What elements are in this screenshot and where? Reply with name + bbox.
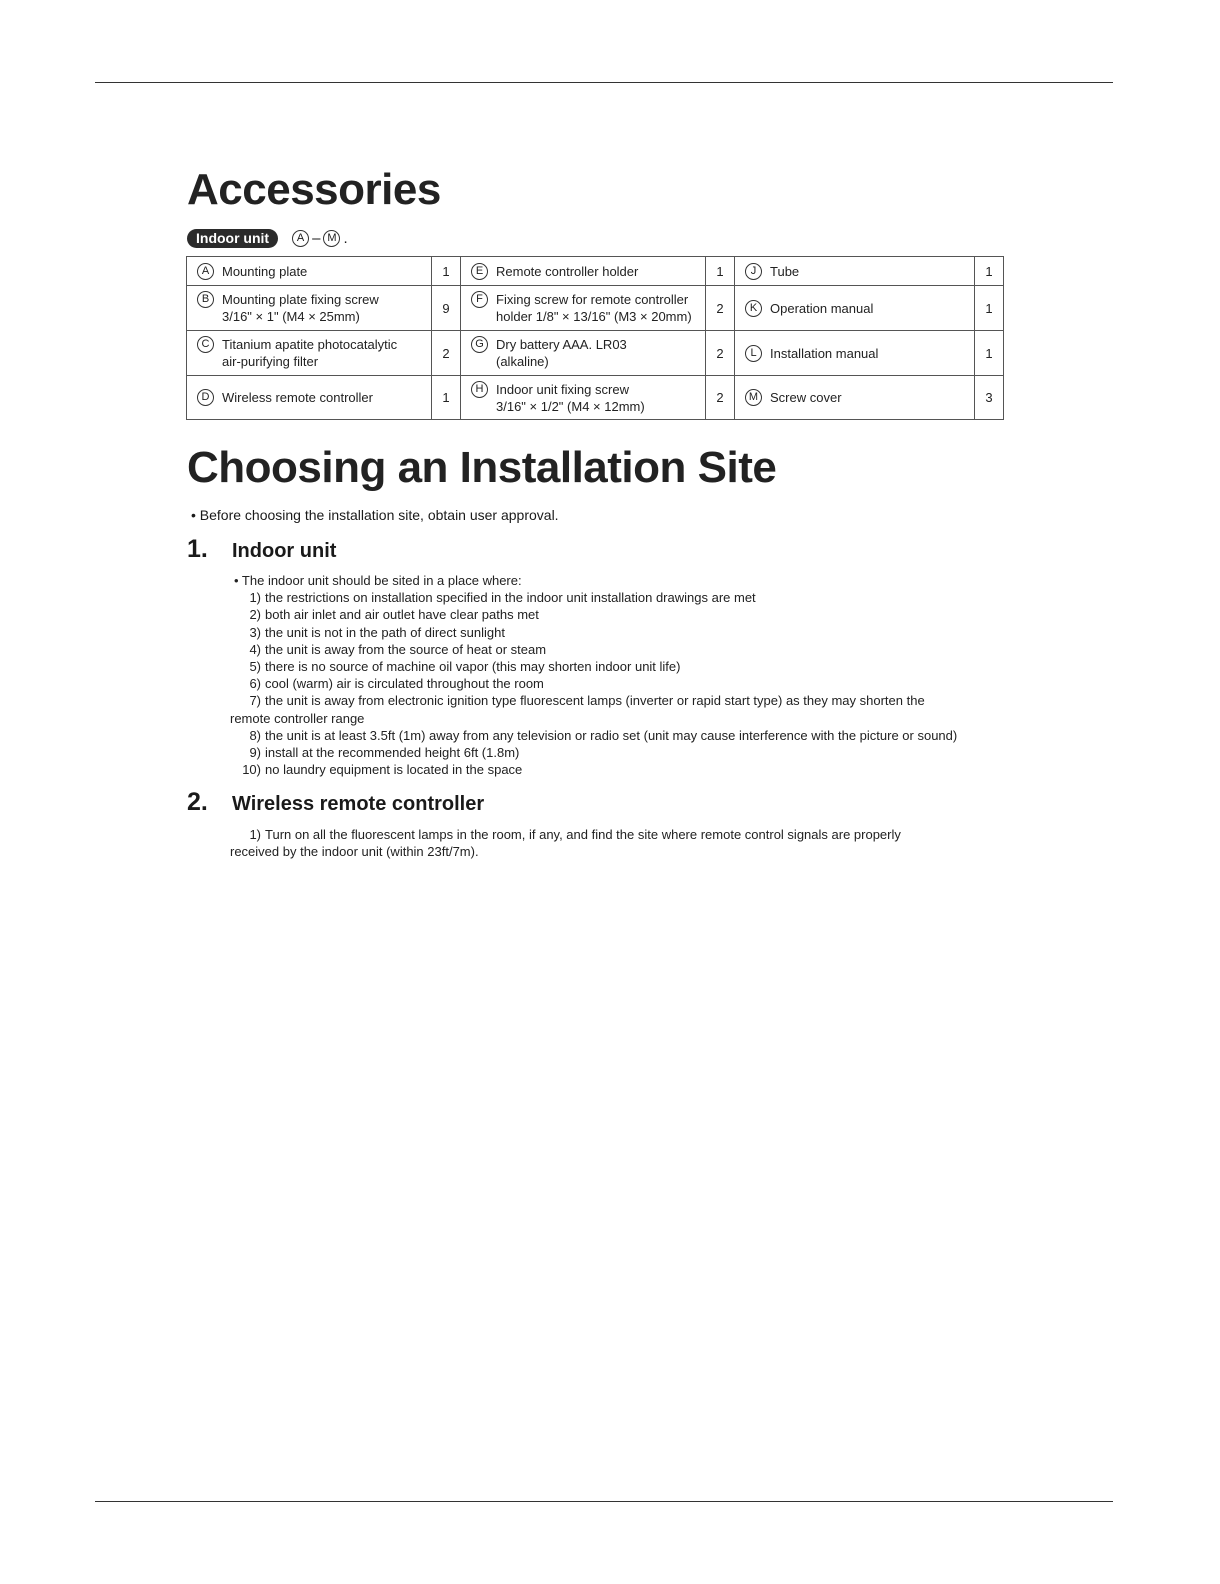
item-l — [735, 341, 974, 366]
item-quantity: 1 — [975, 286, 1004, 331]
list-item — [230, 606, 957, 623]
list-item-text: cool (warm) air is circulated throughout the room — [265, 676, 544, 692]
item-description — [496, 291, 692, 325]
item-description — [770, 345, 878, 362]
item-cell — [735, 257, 975, 286]
range-separator: – — [312, 229, 321, 247]
indoor-unit-badge: Indoor unit — [187, 229, 278, 248]
list-item-number: 7) — [249, 693, 261, 709]
list-item-continuation: received by the indoor unit (within 23ft/7m). — [230, 844, 479, 860]
list-item — [230, 744, 957, 761]
list-item-number: 6) — [249, 676, 261, 692]
item-description — [770, 300, 873, 317]
item-description-line: Operation manual — [770, 300, 874, 316]
list-item — [230, 826, 901, 843]
item-quantity: 1 — [432, 376, 461, 420]
conditions-lead: • The indoor unit should be sited in a place where: — [234, 573, 522, 588]
item-letter-icon: C — [197, 336, 214, 353]
item-quantity: 9 — [432, 286, 461, 331]
list-item — [230, 641, 957, 658]
item-cell — [461, 286, 706, 331]
item-quantity: 1 — [975, 257, 1004, 286]
item-quantity: 3 — [975, 376, 1004, 420]
table-row — [187, 331, 1004, 376]
item-m — [735, 385, 974, 410]
item-letter-icon: D — [197, 389, 214, 406]
table-row — [187, 257, 1004, 286]
list-item-number: 9) — [249, 745, 261, 761]
item-description-line: 3/16" × 1" (M4 × 25mm) — [222, 309, 360, 324]
item-description-line: air-purifying filter — [222, 354, 319, 369]
item-quantity: 2 — [706, 376, 735, 420]
item-letter-icon: B — [197, 291, 214, 308]
item-f — [461, 287, 705, 329]
item-description-line: Dry battery AAA. LR03 — [496, 337, 627, 352]
item-cell — [187, 257, 432, 286]
item-description — [222, 336, 397, 370]
approval-note: • Before choosing the installation site, obtain user approval. — [191, 507, 559, 523]
section-number: 1. — [187, 535, 208, 563]
item-description-line: Tube — [770, 263, 800, 279]
item-description-line: Screw cover — [770, 390, 842, 405]
item-a — [187, 259, 431, 284]
list-item-text: Turn on all the fluorescent lamps in the room, if any, and find the site where remote control signals are properly — [265, 827, 901, 842]
list-item-text: the unit is at least 3.5ft (1m) away from any television or radio set (unit may cause interference with the picture or sound) — [265, 727, 958, 743]
item-cell — [461, 331, 706, 376]
list-item-number: 8) — [249, 727, 261, 743]
list-item-number: 1) — [249, 590, 261, 606]
item-description-line: Mounting plate — [222, 263, 308, 279]
list-item-number: 2) — [249, 607, 261, 623]
item-cell — [187, 376, 432, 420]
section-remote-controller-heading — [187, 788, 484, 817]
section-name: Indoor unit — [232, 540, 337, 562]
range-end-letter: M — [323, 230, 340, 247]
item-description — [222, 389, 373, 406]
item-letter-icon: E — [471, 263, 488, 280]
item-description — [770, 263, 799, 280]
item-description — [496, 263, 638, 280]
item-description — [222, 263, 307, 280]
list-item-number: 3) — [249, 624, 261, 640]
item-d — [187, 385, 431, 410]
item-b — [187, 287, 431, 329]
range-start-letter: A — [292, 230, 309, 247]
list-item — [230, 589, 957, 606]
footer-rule — [95, 1501, 1113, 1502]
item-cell — [735, 331, 975, 376]
item-cell — [461, 376, 706, 420]
item-cell — [187, 286, 432, 331]
list-item — [230, 761, 957, 778]
item-h — [461, 377, 705, 419]
list-item-text: install at the recommended height 6ft (1.8m) — [265, 745, 520, 761]
list-item-text: the unit is away from electronic ignition type fluorescent lamps (inverter or rapid start type) as they may shorten the — [265, 693, 925, 709]
item-description-line: Remote controller holder — [496, 263, 639, 279]
item-letter-icon: A — [197, 263, 214, 280]
section-number: 2. — [187, 788, 208, 816]
item-e — [461, 259, 705, 284]
list-item-number: 5) — [249, 659, 261, 675]
list-item-number: 4) — [249, 641, 261, 657]
list-item-text: there is no source of machine oil vapor (this may shorten indoor unit life) — [265, 659, 681, 675]
item-letter-icon: H — [471, 381, 488, 398]
item-description — [770, 389, 842, 406]
installation-site-title: Choosing an Installation Site — [187, 443, 777, 492]
list-item-number: 10) — [242, 762, 261, 778]
item-quantity: 2 — [706, 286, 735, 331]
list-item-text: the unit is away from the source of heat or steam — [265, 641, 547, 657]
list-item-text: no laundry equipment is located in the space — [265, 762, 523, 778]
item-description-line: Fixing screw for remote controller — [496, 292, 689, 307]
accessories-title: Accessories — [187, 165, 441, 214]
item-cell — [735, 376, 975, 420]
item-range — [292, 230, 348, 247]
list-item-number: 1) — [249, 827, 261, 842]
list-item — [230, 727, 957, 744]
table-row — [187, 376, 1004, 420]
item-letter-icon: G — [471, 336, 488, 353]
item-description-line: 3/16" × 1/2" (M4 × 12mm) — [496, 398, 645, 414]
item-letter-icon: M — [745, 389, 762, 406]
list-item — [230, 675, 957, 692]
section-name: Wireless remote controller — [232, 793, 485, 815]
item-description-line: Wireless remote controller — [222, 390, 373, 405]
item-j — [735, 259, 974, 284]
list-item — [230, 624, 957, 641]
item-description-line: Indoor unit fixing screw — [496, 381, 629, 397]
item-letter-icon: J — [745, 263, 762, 280]
item-description — [222, 291, 379, 325]
item-letter-icon: L — [745, 345, 762, 362]
list-item-continuation: remote controller range — [230, 710, 365, 726]
item-description — [496, 381, 645, 415]
item-description-line: holder 1/8" × 13/16" (M3 × 20mm) — [496, 309, 692, 324]
list-item — [230, 658, 957, 675]
item-k — [735, 296, 974, 321]
item-quantity: 1 — [706, 257, 735, 286]
item-letter-icon: K — [745, 300, 762, 317]
item-description — [496, 336, 627, 370]
list-item-text: the restrictions on installation specified in the indoor unit installation drawings are met — [265, 590, 756, 606]
item-cell — [187, 331, 432, 376]
item-c — [187, 332, 431, 374]
list-item-text: the unit is not in the path of direct sunlight — [265, 624, 505, 640]
item-letter-icon: F — [471, 291, 488, 308]
item-g — [461, 332, 705, 374]
item-description-line: Installation manual — [770, 345, 879, 361]
remote-controller-steps — [230, 826, 901, 860]
item-cell — [735, 286, 975, 331]
item-description-line: (alkaline) — [496, 354, 549, 369]
item-quantity: 1 — [432, 257, 461, 286]
item-description-line: Mounting plate fixing screw — [222, 292, 379, 307]
list-item-text: both air inlet and air outlet have clear paths met — [265, 607, 539, 623]
accessories-table — [186, 256, 1004, 420]
item-quantity: 1 — [975, 331, 1004, 376]
list-item — [230, 692, 957, 709]
section-indoor-unit-heading — [187, 535, 336, 564]
accessories-tagline — [187, 228, 348, 248]
item-quantity: 2 — [706, 331, 735, 376]
indoor-unit-conditions — [230, 572, 957, 778]
item-description-line: Titanium apatite photocatalytic — [222, 337, 398, 352]
range-end-mark: . — [343, 229, 348, 247]
item-cell — [461, 257, 706, 286]
header-rule — [95, 82, 1113, 83]
table-row — [187, 286, 1004, 331]
item-quantity: 2 — [432, 331, 461, 376]
